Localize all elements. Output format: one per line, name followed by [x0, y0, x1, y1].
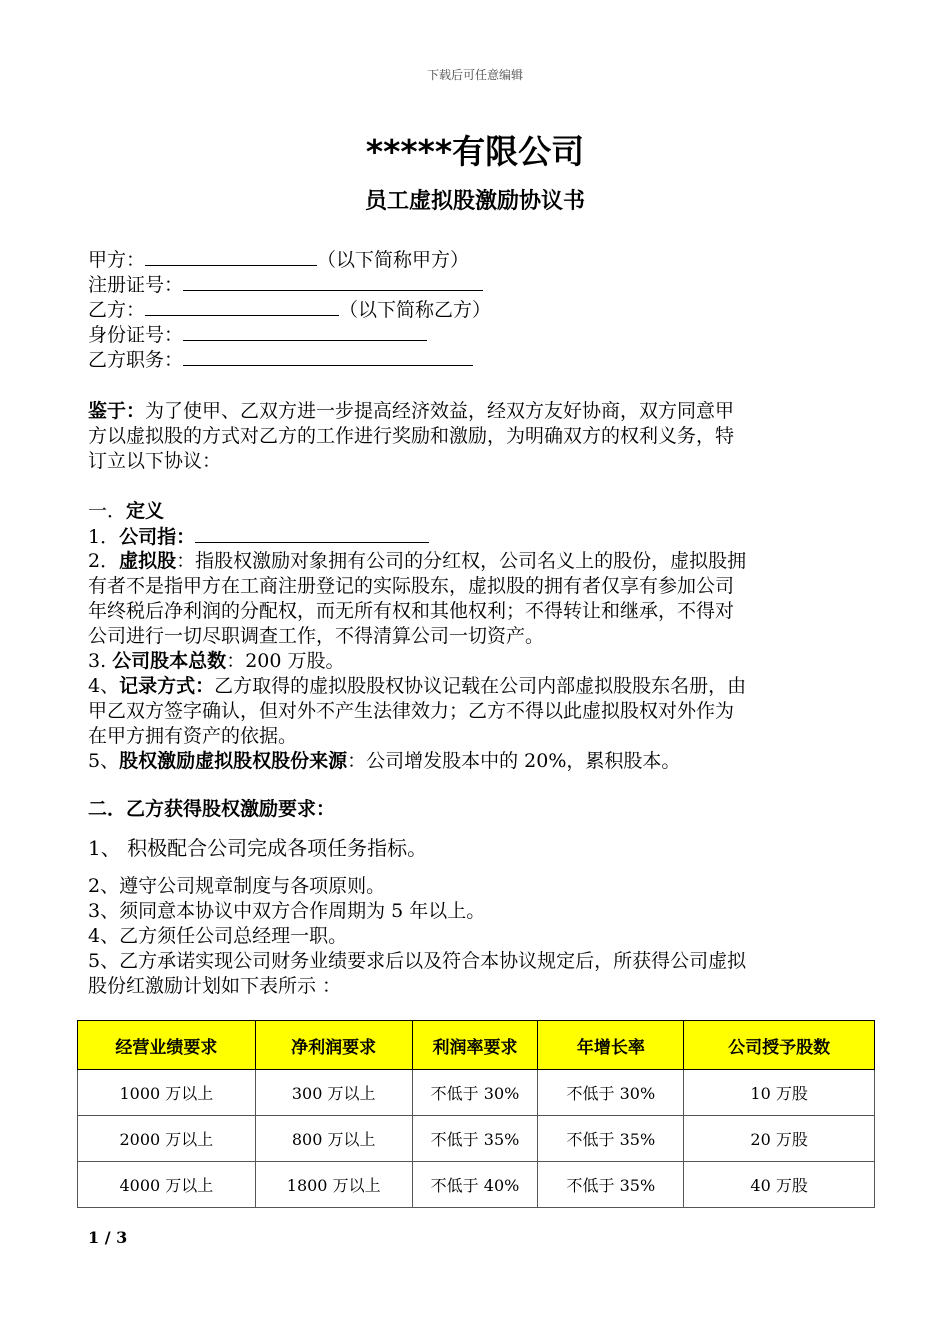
party-a-line: [88, 247, 469, 273]
reg-no-blank: [183, 272, 483, 291]
table-row: [78, 1070, 875, 1116]
section2-item-1: 1、 积极配合公司完成各项任务指标。: [88, 836, 428, 860]
incentive-table: [77, 1020, 875, 1208]
section1-item-3: [88, 649, 345, 674]
table-cell: 不低于 35%: [538, 1162, 684, 1208]
preamble-line-1: [88, 399, 734, 424]
header-note: 下载后可任意编辑: [426, 68, 523, 82]
company-blank: [195, 524, 429, 543]
table-header-row: [78, 1021, 875, 1070]
item2-label: 虚拟股: [119, 550, 177, 572]
section1-item-1: [88, 524, 429, 550]
reg-no-line: [88, 272, 483, 298]
item1-num: 1．: [88, 526, 120, 548]
preamble-line-2: 方以虚拟股的方式对乙方的工作进行奖励和激励，为明确双方的权利义务，特: [88, 425, 735, 447]
preamble-line-3: 订立以下协议：: [88, 450, 222, 472]
item4-text-1: 乙方取得的虚拟股股权协议记载在公司内部虚拟股股东名册，由: [214, 675, 747, 697]
table-header-cell: 净利润要求: [255, 1021, 412, 1070]
table-header-cell: 公司授予股数: [684, 1021, 875, 1070]
item5-label: 股权激励虚拟股权股份来源: [119, 750, 348, 772]
document-subtitle: 员工虚拟股激励协议书: [364, 189, 585, 214]
item3-label: 公司股本总数: [112, 650, 227, 672]
party-b-label: 乙方：: [88, 299, 146, 321]
item3-text: ：200 万股。: [226, 650, 345, 672]
table-cell: 300 万以上: [255, 1070, 412, 1116]
table-cell: 1000 万以上: [78, 1070, 256, 1116]
section1-heading: [88, 499, 164, 524]
table-cell: 2000 万以上: [78, 1116, 256, 1162]
item5-text: ：公司增发股本中的 20%，累积股本。: [347, 750, 681, 772]
section1-item-4: [88, 674, 746, 699]
table-cell: 不低于 30%: [538, 1070, 684, 1116]
table-header-cell: 利润率要求: [412, 1021, 538, 1070]
item2-line-3: 年终税后净利润的分配权，而无所有权和其他权利；不得转让和继承，不得对: [88, 600, 735, 622]
party-b-line: [88, 297, 491, 323]
table-header-cell: 年增长率: [538, 1021, 684, 1070]
table-row: [78, 1116, 875, 1162]
table-cell: 4000 万以上: [78, 1162, 256, 1208]
table-cell: 40 万股: [684, 1162, 875, 1208]
id-no-line: [88, 322, 427, 348]
section1-item-2: [88, 549, 746, 574]
table-cell: 不低于 35%: [412, 1116, 538, 1162]
section1-heading-num: 一．: [88, 500, 127, 522]
item4-line-3: 在甲方拥有资产的依据。: [88, 725, 298, 747]
position-line: [88, 347, 473, 373]
item4-num: 4、: [88, 675, 120, 697]
section2-item-2: 2、遵守公司规章制度与各项原则。: [88, 875, 386, 897]
item2-num: 2．: [88, 550, 120, 572]
table-row: [78, 1162, 875, 1208]
section2-item-3: 3、须同意本协议中双方合作周期为 5 年以上。: [88, 900, 486, 922]
table-cell: 1800 万以上: [255, 1162, 412, 1208]
section2-heading: 二．乙方获得股权激励要求：: [88, 798, 336, 820]
section2-item-4: 4、乙方须任公司总经理一职。: [88, 925, 348, 947]
document-title: *****有限公司: [365, 132, 585, 171]
item4-line-2: 甲乙双方签字确认，但对外不产生法律效力；乙方不得以此虚拟股权对外作为: [88, 700, 735, 722]
item3-num: 3.: [88, 650, 113, 672]
item2-line-2: 有者不是指甲方在工商注册登记的实际股东，虚拟股的拥有者仅享有参加公司: [88, 575, 735, 597]
party-a-blank: [145, 247, 317, 266]
preamble-text-1: 为了使甲、乙双方进一步提高经济效益，经双方友好协商，双方同意甲: [145, 400, 735, 422]
section1-heading-text: 定义: [126, 500, 165, 522]
section2-item-5-cont: 股份红激励计划如下表所示 ：: [88, 975, 342, 997]
item4-label: 记录方式：: [119, 675, 215, 697]
id-no-blank: [183, 322, 427, 341]
table-header-cell: 经营业绩要求: [78, 1021, 256, 1070]
page-number: 1 / 3: [88, 1228, 128, 1247]
section2-item-5: 5、乙方承诺实现公司财务业绩要求后以及符合本协议规定后，所获得公司虚拟: [88, 950, 747, 972]
table-cell: 800 万以上: [255, 1116, 412, 1162]
party-a-label: 甲方：: [88, 249, 146, 271]
item2-text-1: ：指股权激励对象拥有公司的分红权，公司名义上的股份，虚拟股拥: [176, 550, 747, 572]
id-no-label: 身份证号：: [88, 324, 184, 346]
item1-label: 公司指：: [119, 526, 196, 548]
item2-line-4: 公司进行一切尽职调查工作，不得清算公司一切资产。: [88, 625, 545, 647]
preamble-lead: 鉴于：: [88, 400, 146, 422]
section1-item-5: [88, 749, 680, 774]
party-b-blank: [145, 297, 339, 316]
position-label: 乙方职务：: [88, 349, 184, 371]
party-b-suffix: （以下简称乙方）: [339, 299, 492, 321]
table-cell: 10 万股: [684, 1070, 875, 1116]
table-cell: 不低于 40%: [412, 1162, 538, 1208]
table-cell: 不低于 30%: [412, 1070, 538, 1116]
table-cell: 不低于 35%: [538, 1116, 684, 1162]
reg-no-label: 注册证号：: [88, 274, 184, 296]
party-a-suffix: （以下简称甲方）: [317, 249, 470, 271]
position-blank: [183, 347, 473, 366]
item5-num: 5、: [88, 750, 120, 772]
table-cell: 20 万股: [684, 1116, 875, 1162]
